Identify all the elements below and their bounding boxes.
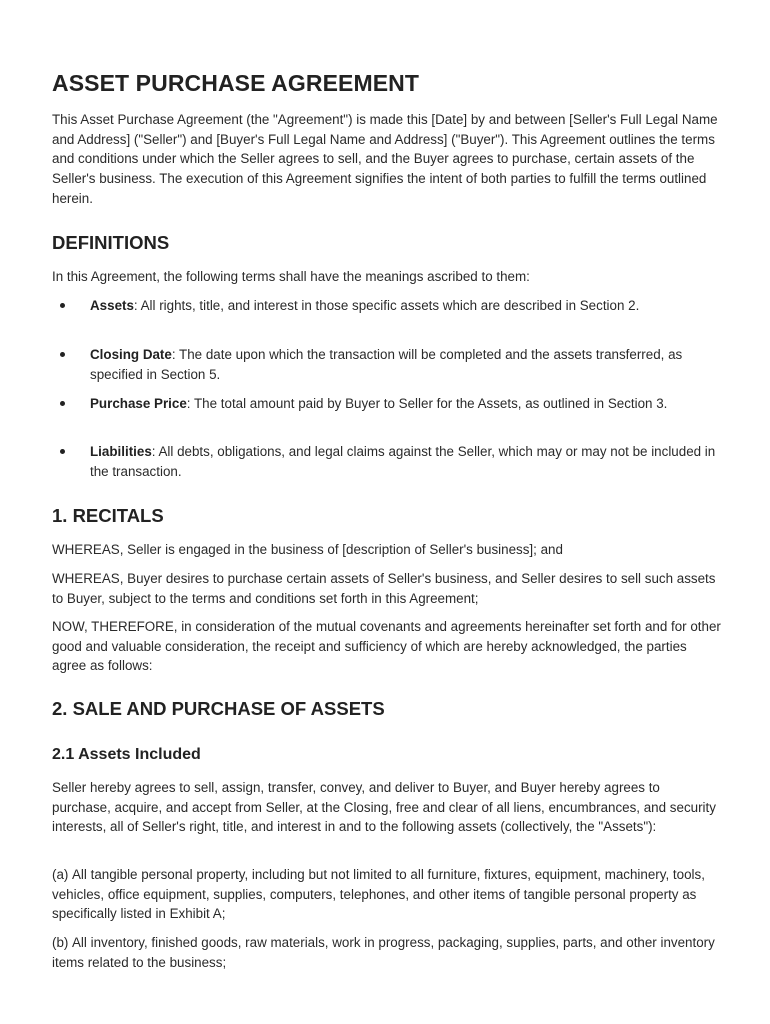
recital-paragraph: NOW, THEREFORE, in consideration of the mutual covenants and agreements hereinafter set forth and for other good and valuable consideration, the receipt and sufficiency of which are hereby acknowledged, the parties agree as follows: [52, 619, 721, 674]
bullet-icon [60, 449, 65, 454]
sale-heading: 2. SALE AND PURCHASE OF ASSETS [52, 698, 385, 719]
asset-item-b [52, 933, 722, 972]
item-label: (a) [52, 867, 69, 882]
assets-included-subheading: 2.1 Assets Included [52, 746, 201, 763]
definition-term: Assets [90, 298, 134, 313]
item-text: All inventory, finished goods, raw materials, work in progress, packaging, supplies, parts, and other inventory items related to the business; [52, 935, 715, 970]
definition-text: : All rights, title, and interest in those specific assets which are described in Section 2. [133, 298, 640, 313]
item-text: All tangible personal property, including but not limited to all furniture, fixtures, equipment, machinery, tools, vehicles, office equipment, supplies, computers, telephones, and other items of tangible personal property as specifically listed in Exhibit A; [52, 867, 705, 922]
definition-term: Closing Date [90, 347, 172, 362]
bullet-icon [60, 303, 65, 308]
recital-paragraph: WHEREAS, Seller is engaged in the business of [description of Seller's business]; and [52, 542, 563, 557]
definitions-heading: DEFINITIONS [52, 232, 170, 253]
definition-text: : The date upon which the transaction will be completed and the assets transferred, as specified in Section 5. [90, 347, 683, 382]
definition-term: Liabilities [90, 444, 152, 459]
sale-lead-paragraph: Seller hereby agrees to sell, assign, transfer, convey, and deliver to Buyer, and Buyer hereby agrees to purchase, acquire, and accept from Seller, at the Closing, free and clear of all liens, encumbrances, and security interests, all of Seller's right, title, and interest in and to the following assets (collectively, the "Assets"): [52, 780, 716, 835]
item-label: (b) [52, 935, 69, 950]
bullet-icon [60, 401, 65, 406]
recital-paragraph: WHEREAS, Buyer desires to purchase certain assets of Seller's business, and Seller desires to sell such assets to Buyer, subject to the terms and conditions set forth in this Agreement; [52, 571, 716, 606]
asset-item-a [52, 865, 722, 924]
document-title: ASSET PURCHASE AGREEMENT [52, 70, 420, 96]
definition-text: : All debts, obligations, and legal claims against the Seller, which may or may not be included in the transaction. [90, 444, 716, 479]
recitals-heading: 1. RECITALS [52, 505, 164, 526]
definition-text: : The total amount paid by Buyer to Seller for the Assets, as outlined in Section 3. [186, 396, 668, 411]
definitions-lead: In this Agreement, the following terms shall have the meanings ascribed to them: [52, 269, 530, 284]
bullet-icon [60, 352, 65, 357]
intro-paragraph: This Asset Purchase Agreement (the "Agreement") is made this [Date] by and between [Seller's Full Legal Name and Address] ("Seller") and [Buyer's Full Legal Name and Address] ("Buyer"). This Agreement outlines the terms and conditions under which the Seller agrees to sell, and the Buyer agrees to purchase, certain assets of the Seller's business. The execution of this Agreement signifies the intent of both parties to fulfill the terms outlined herein. [52, 112, 718, 206]
definition-term: Purchase Price [90, 396, 187, 411]
